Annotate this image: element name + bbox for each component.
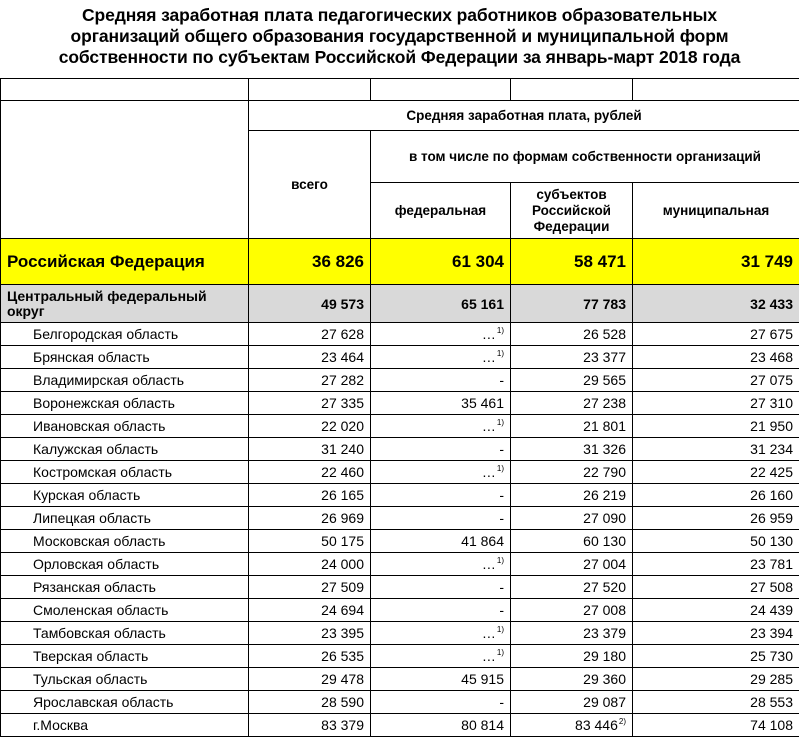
region-total-value: 27 509	[321, 579, 364, 595]
region-municipal	[633, 668, 799, 691]
header-municipal: муниципальная	[633, 183, 799, 239]
region-name-value: Владимирская область	[33, 372, 185, 388]
region-subjects	[511, 369, 633, 392]
region-subjects-value: 23 377	[583, 349, 626, 365]
region-municipal	[633, 484, 799, 507]
region-federal-value: …	[481, 349, 496, 365]
region-subjects	[511, 484, 633, 507]
region-total	[249, 691, 371, 714]
region-subjects	[511, 346, 633, 369]
title-line-1: Средняя заработная плата педагогических работников образовательных	[81, 5, 718, 25]
region-federal-value: -	[499, 510, 504, 526]
region-total-value: 29 478	[321, 671, 364, 687]
region-name-value: Курская область	[33, 487, 141, 503]
region-subjects	[511, 461, 633, 484]
region-municipal-value: 29 285	[750, 671, 793, 687]
document-title	[0, 0, 799, 78]
region-federal	[371, 599, 511, 622]
region-subjects	[511, 553, 633, 576]
region-name-value: Рязанская область	[33, 579, 156, 595]
region-federal	[371, 461, 511, 484]
region-subjects-value: 27 004	[583, 556, 626, 572]
region-subjects	[511, 668, 633, 691]
region-federal	[371, 507, 511, 530]
region-subjects-value: 26 528	[583, 326, 626, 342]
region-municipal-value: 21 950	[750, 418, 793, 434]
region-federal-value: -	[499, 694, 504, 710]
region-name	[1, 645, 249, 668]
region-federal-value: -	[499, 579, 504, 595]
central-district-row	[1, 285, 799, 323]
region-federal	[371, 415, 511, 438]
region-name	[1, 415, 249, 438]
salary-table	[0, 78, 799, 737]
central-district-total: 49 573	[249, 285, 371, 323]
region-name-value: Костромская область	[33, 464, 173, 480]
region-subjects-value: 83 446	[575, 717, 618, 733]
region-federal-value: 35 461	[461, 395, 504, 411]
region-subjects	[511, 507, 633, 530]
region-subjects	[511, 530, 633, 553]
region-municipal	[633, 346, 799, 369]
region-total-value: 23 395	[321, 625, 364, 641]
region-total	[249, 599, 371, 622]
region-federal-value: -	[499, 441, 504, 457]
region-municipal-value: 27 075	[750, 372, 793, 388]
central-district-municipal: 32 433	[633, 285, 799, 323]
region-subjects	[511, 576, 633, 599]
region-subjects-value: 27 238	[583, 395, 626, 411]
region-name	[1, 599, 249, 622]
header-main: Средняя заработная плата, рублей	[249, 101, 799, 131]
region-name-value: Ярославская область	[33, 694, 174, 710]
region-federal	[371, 484, 511, 507]
region-subjects-value: 31 326	[583, 441, 626, 457]
region-total	[249, 415, 371, 438]
region-name	[1, 461, 249, 484]
region-total-value: 50 175	[321, 533, 364, 549]
region-total-value: 27 335	[321, 395, 364, 411]
region-subjects-value: 60 130	[583, 533, 626, 549]
region-municipal-value: 26 959	[750, 510, 793, 526]
region-name	[1, 714, 249, 737]
central-district-federal: 65 161	[371, 285, 511, 323]
region-total-value: 31 240	[321, 441, 364, 457]
region-total-value: 26 535	[321, 648, 364, 664]
region-subjects-value: 29 180	[583, 648, 626, 664]
region-municipal-value: 23 468	[750, 349, 793, 365]
region-municipal	[633, 415, 799, 438]
region-name-value: Белгородская область	[33, 326, 179, 342]
footnote-marker: 2)	[618, 717, 626, 726]
region-total	[249, 576, 371, 599]
region-municipal-value: 27 310	[750, 395, 793, 411]
region-name-value: Калужская область	[33, 441, 159, 457]
region-name-value: Смоленская область	[33, 602, 169, 618]
region-subjects-value: 27 090	[583, 510, 626, 526]
table-row	[1, 507, 799, 530]
region-federal-value: …	[481, 556, 496, 572]
region-subjects	[511, 622, 633, 645]
region-total-value: 26 165	[321, 487, 364, 503]
region-municipal-value: 27 675	[750, 326, 793, 342]
table-row	[1, 438, 799, 461]
region-subjects-value: 22 790	[583, 464, 626, 480]
region-municipal	[633, 599, 799, 622]
region-name	[1, 323, 249, 346]
region-total	[249, 323, 371, 346]
region-federal	[371, 530, 511, 553]
region-federal	[371, 346, 511, 369]
region-municipal-value: 27 508	[750, 579, 793, 595]
region-total	[249, 461, 371, 484]
region-name	[1, 346, 249, 369]
region-total-value: 24 000	[321, 556, 364, 572]
region-municipal-value: 23 781	[750, 556, 793, 572]
region-federal-value: 80 814	[461, 717, 504, 733]
table-row	[1, 346, 799, 369]
table-row	[1, 599, 799, 622]
region-federal-value: -	[499, 372, 504, 388]
region-federal	[371, 438, 511, 461]
region-subjects	[511, 645, 633, 668]
region-federal	[371, 323, 511, 346]
region-name	[1, 507, 249, 530]
region-subjects	[511, 415, 633, 438]
region-municipal	[633, 576, 799, 599]
region-total	[249, 530, 371, 553]
title-line-3: собственности по субъектам Российской Федерации за январь-март 2018 года	[58, 47, 741, 67]
region-subjects-value: 27 520	[583, 579, 626, 595]
table-row	[1, 323, 799, 346]
region-federal	[371, 645, 511, 668]
table-row	[1, 668, 799, 691]
region-name	[1, 622, 249, 645]
table-row	[1, 622, 799, 645]
table-row	[1, 714, 799, 737]
region-municipal	[633, 714, 799, 737]
region-total	[249, 714, 371, 737]
region-subjects	[511, 438, 633, 461]
region-total-value: 83 379	[321, 717, 364, 733]
region-federal-value: 41 864	[461, 533, 504, 549]
region-federal	[371, 576, 511, 599]
region-total-value: 26 969	[321, 510, 364, 526]
region-municipal-value: 50 130	[750, 533, 793, 549]
region-name-value: Тамбовская область	[33, 625, 166, 641]
region-name-value: Липецкая область	[33, 510, 151, 526]
region-total	[249, 622, 371, 645]
region-total	[249, 392, 371, 415]
region-federal-value: -	[499, 602, 504, 618]
region-municipal-value: 22 425	[750, 464, 793, 480]
footnote-marker: 1)	[496, 418, 504, 427]
region-name	[1, 530, 249, 553]
region-municipal-value: 74 108	[750, 717, 793, 733]
title-line-2: организаций общего образования государственной и муниципальной форм	[70, 26, 729, 46]
region-total-value: 22 020	[321, 418, 364, 434]
region-total	[249, 668, 371, 691]
footnote-marker: 1)	[496, 648, 504, 657]
region-name-value: Орловская область	[33, 556, 160, 572]
region-total	[249, 346, 371, 369]
region-total-value: 27 628	[321, 326, 364, 342]
russia-name: Российская Федерация	[1, 239, 249, 285]
region-name-value: Тульская область	[33, 671, 148, 687]
header-region-cell	[1, 101, 249, 239]
russia-total: 36 826	[249, 239, 371, 285]
table-top-spacer	[1, 79, 799, 101]
region-municipal	[633, 645, 799, 668]
region-federal-value: …	[481, 418, 496, 434]
region-total	[249, 553, 371, 576]
region-federal	[371, 392, 511, 415]
region-federal-value: 45 915	[461, 671, 504, 687]
footnote-marker: 1)	[496, 556, 504, 565]
region-total	[249, 484, 371, 507]
footnote-marker: 1)	[496, 326, 504, 335]
region-municipal	[633, 438, 799, 461]
table-row	[1, 691, 799, 714]
region-subjects-value: 29 087	[583, 694, 626, 710]
region-name	[1, 484, 249, 507]
table-row	[1, 415, 799, 438]
footnote-marker: 1)	[496, 464, 504, 473]
region-subjects-value: 23 379	[583, 625, 626, 641]
footnote-marker: 1)	[496, 625, 504, 634]
region-total	[249, 369, 371, 392]
region-municipal	[633, 323, 799, 346]
table-row	[1, 553, 799, 576]
region-name-value: Московская область	[33, 533, 166, 549]
region-municipal-value: 28 553	[750, 694, 793, 710]
table-row	[1, 461, 799, 484]
header-federal: федеральная	[371, 183, 511, 239]
region-federal	[371, 714, 511, 737]
footnote-marker: 1)	[496, 349, 504, 358]
region-name	[1, 392, 249, 415]
region-subjects-value: 29 360	[583, 671, 626, 687]
region-municipal	[633, 691, 799, 714]
region-name	[1, 691, 249, 714]
table-row	[1, 645, 799, 668]
region-municipal	[633, 369, 799, 392]
region-municipal	[633, 392, 799, 415]
region-subjects	[511, 392, 633, 415]
region-total	[249, 507, 371, 530]
region-federal-value: …	[481, 648, 496, 664]
region-name	[1, 438, 249, 461]
region-municipal-value: 23 394	[750, 625, 793, 641]
region-municipal-value: 31 234	[750, 441, 793, 457]
region-total-value: 28 590	[321, 694, 364, 710]
russia-municipal: 31 749	[633, 239, 799, 285]
header-ownership: в том числе по формам собственности организаций	[371, 131, 799, 183]
region-subjects	[511, 691, 633, 714]
table-row	[1, 484, 799, 507]
region-subjects-value: 29 565	[583, 372, 626, 388]
region-total-value: 24 694	[321, 602, 364, 618]
region-federal-value: …	[481, 326, 496, 342]
region-municipal-value: 24 439	[750, 602, 793, 618]
central-district-name: Центральный федеральный округ	[1, 285, 249, 323]
region-subjects-value: 21 801	[583, 418, 626, 434]
region-total-value: 23 464	[321, 349, 364, 365]
header-subjects: субъектов Российской Федерации	[511, 183, 633, 239]
region-subjects	[511, 599, 633, 622]
region-total-value: 27 282	[321, 372, 364, 388]
region-federal	[371, 668, 511, 691]
region-federal-value: …	[481, 625, 496, 641]
region-municipal	[633, 507, 799, 530]
russia-subjects: 58 471	[511, 239, 633, 285]
region-federal	[371, 691, 511, 714]
region-subjects-value: 26 219	[583, 487, 626, 503]
region-name	[1, 553, 249, 576]
region-subjects	[511, 714, 633, 737]
region-subjects	[511, 323, 633, 346]
region-name	[1, 576, 249, 599]
region-federal-value: -	[499, 487, 504, 503]
header-total: всего	[249, 131, 371, 239]
central-district-subjects: 77 783	[511, 285, 633, 323]
region-municipal	[633, 530, 799, 553]
region-name-value: г.Москва	[33, 717, 89, 733]
header-row-1	[1, 101, 799, 131]
region-municipal	[633, 553, 799, 576]
region-name-value: Воронежская область	[33, 395, 175, 411]
region-municipal-value: 25 730	[750, 648, 793, 664]
table-row	[1, 369, 799, 392]
region-federal-value: …	[481, 464, 496, 480]
region-name	[1, 668, 249, 691]
region-total-value: 22 460	[321, 464, 364, 480]
region-name-value: Брянская область	[33, 349, 150, 365]
region-name-value: Тверская область	[33, 648, 149, 664]
russia-federal: 61 304	[371, 239, 511, 285]
region-name-value: Ивановская область	[33, 418, 166, 434]
region-municipal-value: 26 160	[750, 487, 793, 503]
russia-total-row	[1, 239, 799, 285]
region-federal	[371, 622, 511, 645]
region-total	[249, 438, 371, 461]
table-row	[1, 530, 799, 553]
region-total	[249, 645, 371, 668]
region-municipal	[633, 461, 799, 484]
region-federal	[371, 553, 511, 576]
region-subjects-value: 27 008	[583, 602, 626, 618]
region-federal	[371, 369, 511, 392]
region-name	[1, 369, 249, 392]
region-municipal	[633, 622, 799, 645]
table-row	[1, 576, 799, 599]
table-row	[1, 392, 799, 415]
